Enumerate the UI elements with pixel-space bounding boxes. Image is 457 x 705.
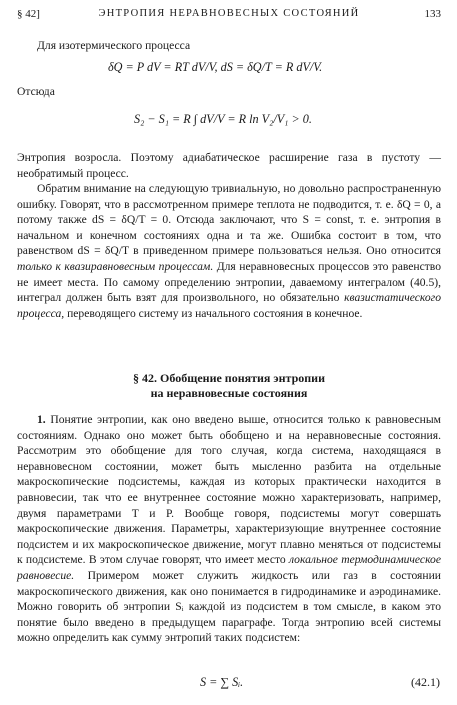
- paragraph-text: Для неравновесных процессов это равенство не имеет места. По самому определению энтропии, даваемому интегралом (40.5), интеграл должен быть взят для произвольного, но обязательно: [17, 259, 441, 305]
- paragraph-text: Энтропия возросла. Поэтому адиабатическое расширение газа в пустоту — необратимый процесс.: [17, 151, 441, 180]
- paragraph-text: Примером может служить жидкость или газ в состоянии макроскопического движения, как оно понимается в гидродинамике и аэродинамике. Можно говорить об энтропии Sᵢ каждой из подсистем в том смысле, в каком это понятие было введено в предыдущем параграфе. Тогда энтропию всей системы можно определить как сумму энтропий таких подсистем:: [17, 568, 441, 645]
- paragraph-hence: [17, 84, 441, 100]
- paragraph-generalization: [17, 412, 441, 646]
- section-heading-line: на неравновесные состояния: [150, 386, 308, 400]
- equation-isothermal: [108, 60, 322, 75]
- paragraph-common-error: [17, 181, 441, 321]
- item-number: 1.: [37, 413, 46, 426]
- equation-text: S = ∑ Sᵢ.: [200, 675, 244, 689]
- paragraph-isothermal: [17, 38, 441, 54]
- equation-entropy-change: [134, 112, 312, 127]
- paragraph-text: переводящего систему из начального состояния в конечное.: [67, 306, 363, 320]
- equation-number: (42.1): [411, 675, 440, 689]
- section-heading-line: § 42. Обобщение понятия энтропии: [133, 371, 325, 385]
- emphasis-text: локальное термодинамическое равновесие.: [17, 553, 441, 582]
- equation-text: S₂ − S₁ = R ∫ dV/V = R ln V₂/V₁ > 0.: [134, 112, 312, 126]
- paragraph-text: Обратим внимание на следующую тривиальную, но довольно распространенную ошибку. Говорят, что в рассмотренном примере теплота не подводится, т. е. δQ = 0, а потому также dS = δQ/T = 0. Отсюда заключают, что S = const, т. е. энтропия в начальном и конечном состояниях одна и та же. Ошибка состоит в том, что равенством dS = δQ/T в приведенном примере пользоваться нельзя. Оно относится: [17, 182, 441, 258]
- header-section: § 42]: [17, 8, 40, 20]
- section-heading: [17, 371, 441, 401]
- emphasis-text: только к квазиравновесным процессам.: [17, 259, 214, 273]
- paragraph-entropy-increased: [17, 150, 441, 181]
- equation-text: δQ = P dV = RT dV/V, dS = δQ/T = R dV/V.: [108, 60, 323, 74]
- paragraph-text: Понятие энтропии, как оно введено выше, относится только к равновесным состояниям. Однако оно может быть обобщено и на неравновесные состояния. Рассмотрим это обобщение для того случая, когда система, находящаяся в неравновесном состоянии, может быть мысленно разбита на отдельные макроскопические подсистемы, каждая из которых практически находится в равновесии, так что ее внутреннее состояние можно характеризовать, например, двумя параметрами T и P. Вообще говоря, подсистемы могут совершать макроскопические движения. Параметры, характеризующие внутреннее состояние подсистем и их макроскопическое движение, могут плавно меняться от подсистемы к подсистеме. В этом случае говорят, что имеет место: [17, 413, 441, 567]
- equation-total-entropy: [200, 675, 243, 690]
- running-header: [17, 8, 441, 24]
- paragraph-text: Для изотермического процесса: [37, 39, 191, 52]
- page-number: 133: [424, 8, 441, 20]
- emphasis-text: квазистатического процесса,: [17, 291, 441, 320]
- paragraph-text: Отсюда: [17, 85, 55, 98]
- header-title: ЭНТРОПИЯ НЕРАВНОВЕСНЫХ СОСТОЯНИЙ: [98, 8, 360, 19]
